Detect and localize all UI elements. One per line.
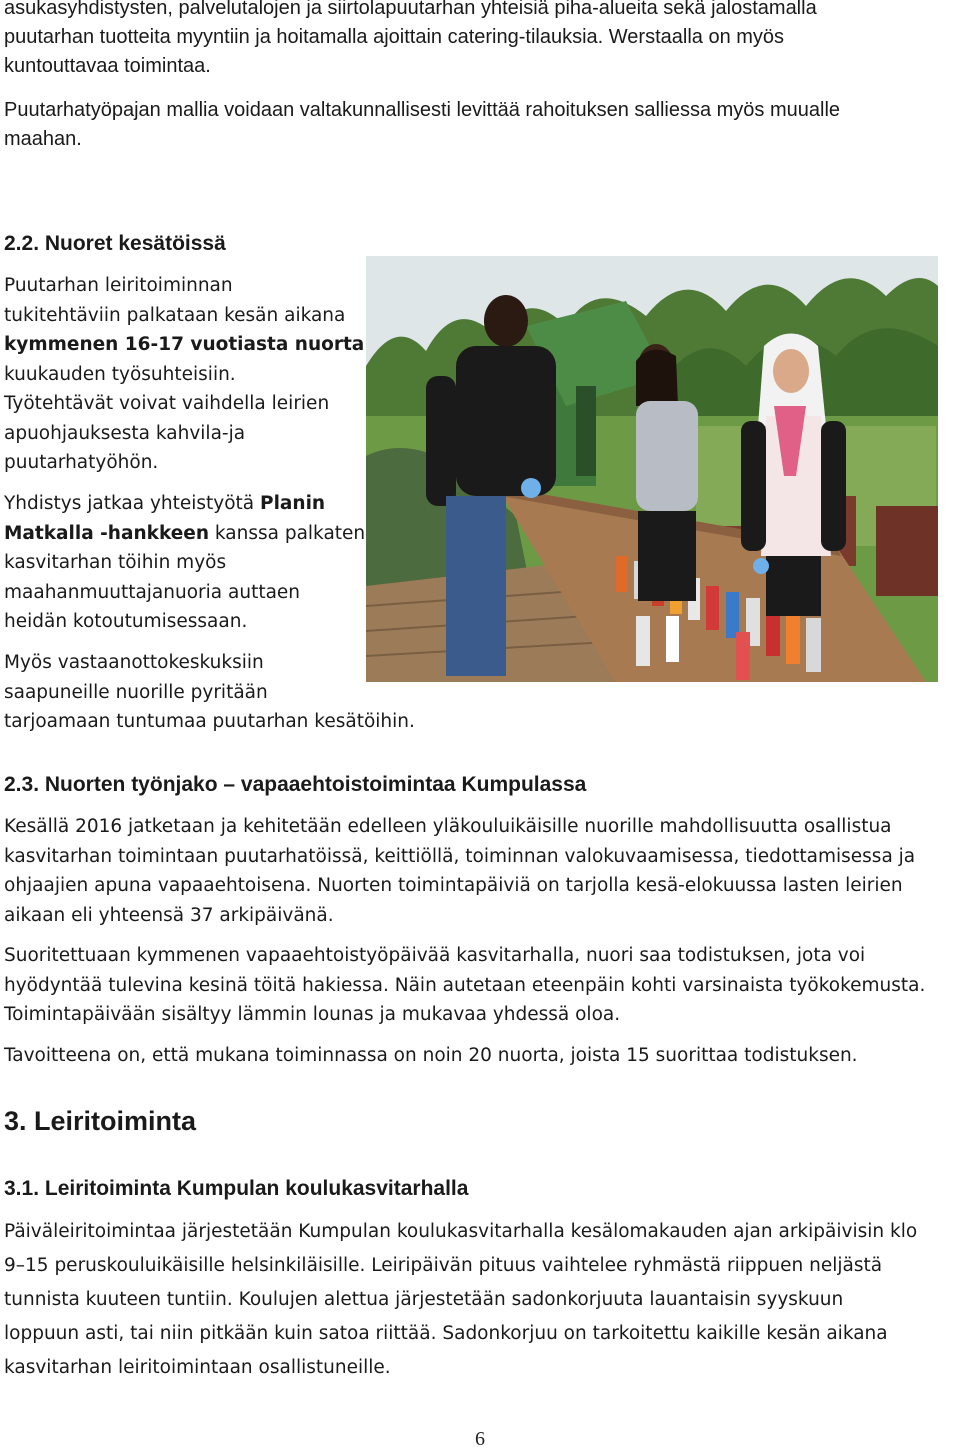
garden-photo xyxy=(366,256,938,682)
section-2-2-paragraph-2 xyxy=(4,489,365,637)
text-line: heidän kotoutumisessaan. xyxy=(4,611,248,632)
text-line: kasvitarhan töihin myös xyxy=(4,552,227,573)
text-line: Suoritettuaan kymmenen vapaaehtoistyöpäivää kasvitarhalla, nuori saa todistuksen, jota voi xyxy=(4,945,866,966)
text-line: hyödyntää tulevina kesinä töitä hakiessa. Näin autetaan eteenpäin kohti varsinaista työkokemusta. xyxy=(4,974,926,996)
text-line: asukasyhdistysten, palvelutalojen ja siirtolapuutarhan yhteisiä piha-alueita sekä jalostamalla xyxy=(4,0,817,19)
bold-text: kymmenen 16-17 vuotiasta nuorta xyxy=(4,334,365,355)
section-2-2-paragraph-3 xyxy=(4,648,415,737)
text-line: apuohjauksesta kahvila-ja xyxy=(4,422,246,444)
section-2-3-paragraph-1 xyxy=(4,812,915,930)
text-span: kanssa palkaten xyxy=(209,522,366,544)
text-line xyxy=(4,519,365,549)
text-line: tarjoamaan tuntumaa puutarhan kesätöihin. xyxy=(4,711,415,732)
text-line: ohjaajien apuna vapaaehtoisena. Nuorten toimintapäiviä on tarjolla kesä-elokuussa lasten leirien xyxy=(4,875,903,896)
text-line: Tavoitteena on, että mukana toiminnassa on noin 20 nuorta, joista 15 suorittaa todistuksen. xyxy=(4,1045,858,1066)
bold-text: Planin xyxy=(260,493,326,514)
text-line: tukitehtäviin palkataan kesän aikana xyxy=(4,304,346,326)
section-heading-2-3: 2.3. Nuorten työnjako – vapaaehtoistoimintaa Kumpulassa xyxy=(4,773,587,796)
text-line xyxy=(4,489,365,519)
text-line: kasvitarhan leiritoimintaan osallistuneille. xyxy=(4,1357,391,1378)
section-heading-2-2: 2.2. Nuoret kesätöissä xyxy=(4,232,226,255)
section-heading-3-1: 3.1. Leiritoiminta Kumpulan koulukasvitarhalla xyxy=(4,1177,469,1200)
text-line: Puutarhatyöpajan mallia voidaan valtakunnallisesti levittää rahoituksen salliessa myös muualle xyxy=(4,99,841,121)
text-line: tunnista kuuteen tuntiin. Koulujen alettua järjestetään sadonkorjuuta lauantaisin syyskuun xyxy=(4,1289,844,1310)
text-line: maahanmuuttajanuoria auttaen xyxy=(4,581,301,603)
text-line: kuukauden työsuhteisiin. xyxy=(4,363,236,385)
text-line: kasvitarhan toimintaan puutarhatöissä, keittiöllä, toiminnan valokuvaamisessa, tiedottamisessa ja xyxy=(4,845,916,867)
text-line: Päiväleiritoimintaa järjestetään Kumpulan koulukasvitarhalla kesälomakauden ajan arkipäivisin klo xyxy=(4,1221,918,1242)
text-span: Yhdistys jatkaa yhteistyötä xyxy=(4,493,261,514)
text-line: aikaan eli yhteensä 37 arkipäivänä. xyxy=(4,904,334,926)
intro-paragraph-2 xyxy=(4,96,840,154)
text-line: 9–15 peruskouluikäisille helsinkiläisille. Leiripäivän pituus vaihtelee ryhmästä riippuen neljästä xyxy=(4,1255,883,1276)
text-line: maahan. xyxy=(4,128,82,150)
text-line: kuntouttavaa toimintaa. xyxy=(4,55,211,77)
garden-photo-illustration xyxy=(366,256,938,682)
text-line: Toimintapäivään sisältyy lämmin lounas ja mukavaa yhdessä oloa. xyxy=(4,1004,621,1025)
page-number: 6 xyxy=(475,1428,485,1450)
text-line: puutarhatyöhön. xyxy=(4,452,159,473)
text-line: Myös vastaanottokeskuksiin xyxy=(4,652,264,673)
text-line: Puutarhan leiritoiminnan xyxy=(4,275,233,296)
section-2-2-paragraph-1 xyxy=(4,271,364,478)
intro-paragraph-1 xyxy=(4,0,817,81)
section-2-3-paragraph-2 xyxy=(4,941,925,1030)
section-heading-3: 3. Leiritoiminta xyxy=(4,1106,197,1136)
text-line: Kesällä 2016 jatketaan ja kehitetään edelleen yläkouluikäisille nuorille mahdollisuutta osallistua xyxy=(4,816,892,837)
text-line: puutarhan tuotteita myyntiin ja hoitamalla ajoittain catering-tilauksia. Werstaalla on myös xyxy=(4,26,785,48)
text-line: loppuun asti, tai niin pitkään kuin satoa riittää. Sadonkorjuu on tarkoitettu kaikille kesän aikana xyxy=(4,1323,888,1344)
section-2-3-paragraph-3 xyxy=(4,1041,858,1071)
text-line xyxy=(4,330,364,360)
text-line: Työtehtävät voivat vaihdella leirien xyxy=(4,393,330,414)
bold-text: Matkalla -hankkeen xyxy=(4,522,210,544)
text-line: saapuneille nuorille pyritään xyxy=(4,681,268,703)
section-3-1-paragraph-1 xyxy=(4,1215,917,1385)
